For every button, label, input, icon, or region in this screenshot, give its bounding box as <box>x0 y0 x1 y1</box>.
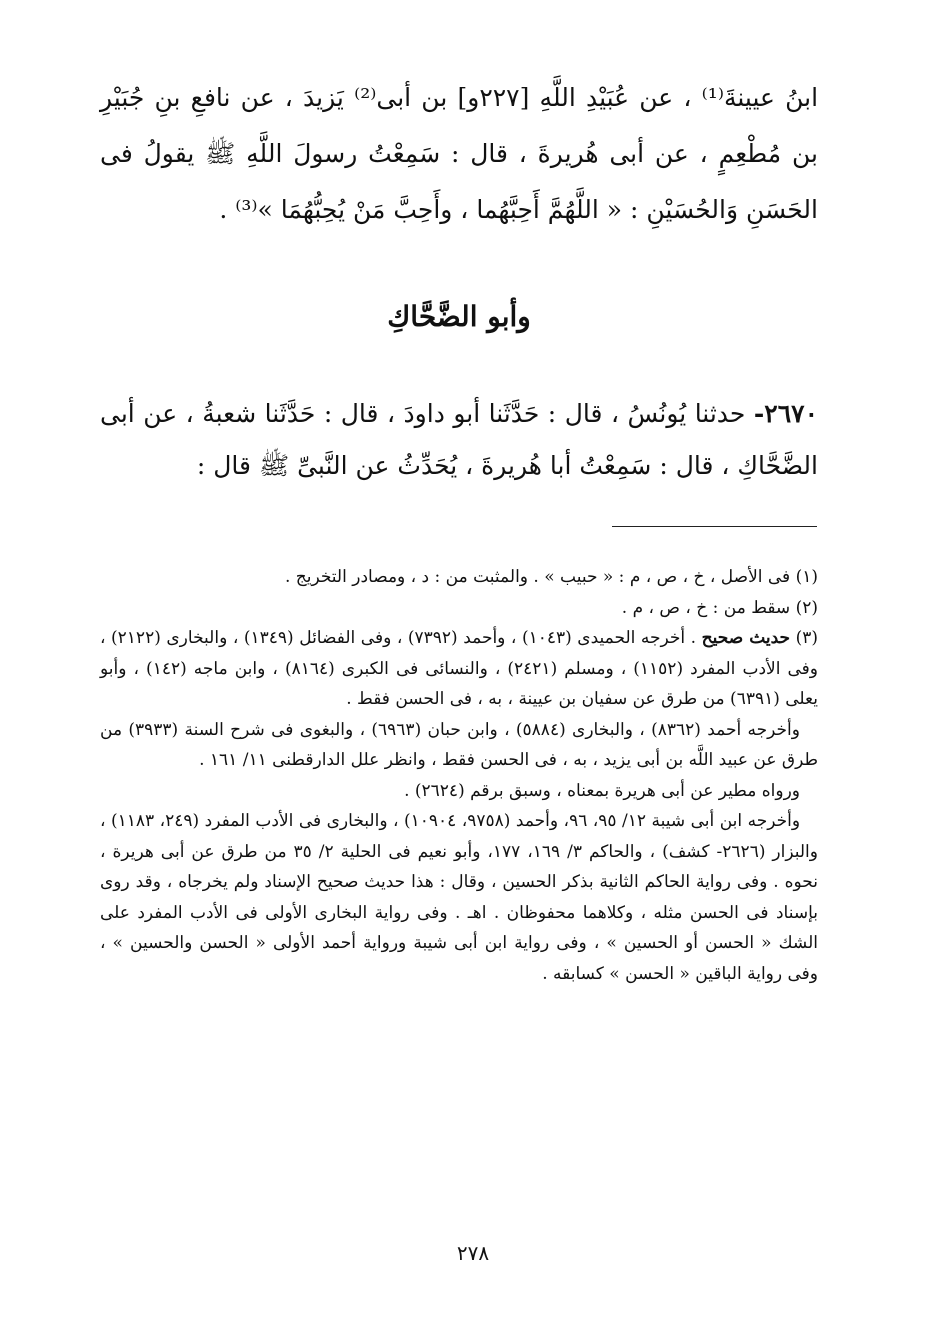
footnote-3-paragraph-3: ورواه مطير عن أبى هريرة بمعناه ، وسبق برقم (٢٦٢٤) . <box>404 780 800 801</box>
hadith-text: حدثنا يُونُسُ ، قال : حَدَّثَنا أبو داودَ ، قال : حَدَّثَنا شعبةُ ، عن أبى الضَّحَّاكِ ، قال : سَمِعْتُ أبا هُريرةَ ، يُحَدِّثُ عن النَّبىِّ ﷺ قال : <box>100 399 818 480</box>
footnote-3-grade: حديث صحيح <box>701 628 791 648</box>
section-heading: وأبو الضَّحَّاكِ <box>387 300 531 333</box>
hadith-number: ٢٦٧٠- <box>753 399 818 428</box>
footnote-3 <box>100 623 818 715</box>
footnote-3-marker: (٣) <box>790 628 819 648</box>
footnote-separator <box>612 526 817 527</box>
page-number: ٢٧٨ <box>456 1241 490 1265</box>
hadith-block <box>100 388 818 492</box>
footnotes <box>100 562 818 989</box>
main-text-body: ابنُ عيينةَ⁽¹⁾ ، عن عُبَيْدِ اللَّهِ [٢٢٧و] بن أبى⁽²⁾ يَزيدَ ، عن نافعِ بنِ جُبَيْرِ بن مُطْعِمٍ ، عن أبى هُريرةَ ، قال : سَمِعْتُ رسولَ اللَّهِ ﷺ يقولُ فى الحَسَنِ وَالحُسَيْنِ : « اللَّهُمَّ أَحِبَّهُما ، وأَحِبَّ مَنْ يُحِبُّهُمَا »⁽³⁾ . <box>100 83 819 224</box>
main-text <box>100 70 818 238</box>
footnote-1: (١) فى الأصل ، خ ، ص ، م : « حبيب » . والمثبت من : د ، ومصادر التخريج . <box>284 567 818 587</box>
footnote-3-paragraph-4: وأخرجه ابن أبى شيبة ١٢/ ٩٥، ٩٦، وأحمد (٩٧٥٨، ١٠٩٠٤) ، والبخارى فى الأدب المفرد (٢٤٩، ١١٨٣) ، والبزار (٢٦٢٦- كشف) ، والحاكم ٣/ ١٦٩، ١٧٧، وأبو نعيم فى الحلية ٢/ ٣٥ من طرق عن أبى هريرة ، نحوه . وفى رواية الحاكم الثانية بذكر الحسين ، وقال : هذا حديث صحيح الإسناد ولم يخرجاه ، وقد روى بإسناد فى الحسن مثله ، وكلاهما محفوظان . اهـ . وفى رواية البخارى الأولى فى الأدب المفرد على الشك « الحسن أو الحسين » ، وفى رواية ابن أبى شيبة ورواية أحمد الأولى « الحسن والحسين » ، وفى رواية الباقين « الحسن » كسابقه . <box>100 811 818 984</box>
footnote-3-text: . أخرجه الحميدى (١٠٤٣) ، وأحمد (٧٣٩٢) ، وفى الفضائل (١٣٤٩) ، والبخارى (٢١٢٢) ، وفى الأدب المفرد (١١٥٢) ، ومسلم (٢٤٢١) ، والنسائى فى الكبرى (٨١٦٤) ، وابن ماجه (١٤٢) ، وأبو يعلى (٦٣٩١) من طرق عن سفيان بن عيينة ، به ، فى الحسن فقط . <box>100 628 819 709</box>
footnote-2: (٢) سقط من : خ ، ص ، م . <box>621 597 818 618</box>
footnote-3-paragraph-2: وأخرجه أحمد (٨٣٦٢) ، والبخارى (٥٨٨٤) ، وابن حبان (٦٩٦٣) ، والبغوى فى شرح السنة (٣٩٣٣) من طرق عن عبيد اللَّه بن أبى يزيد ، به ، فى الحسن فقط ، وانظر علل الدارقطنى ١١/ ١٦١ . <box>100 719 818 770</box>
